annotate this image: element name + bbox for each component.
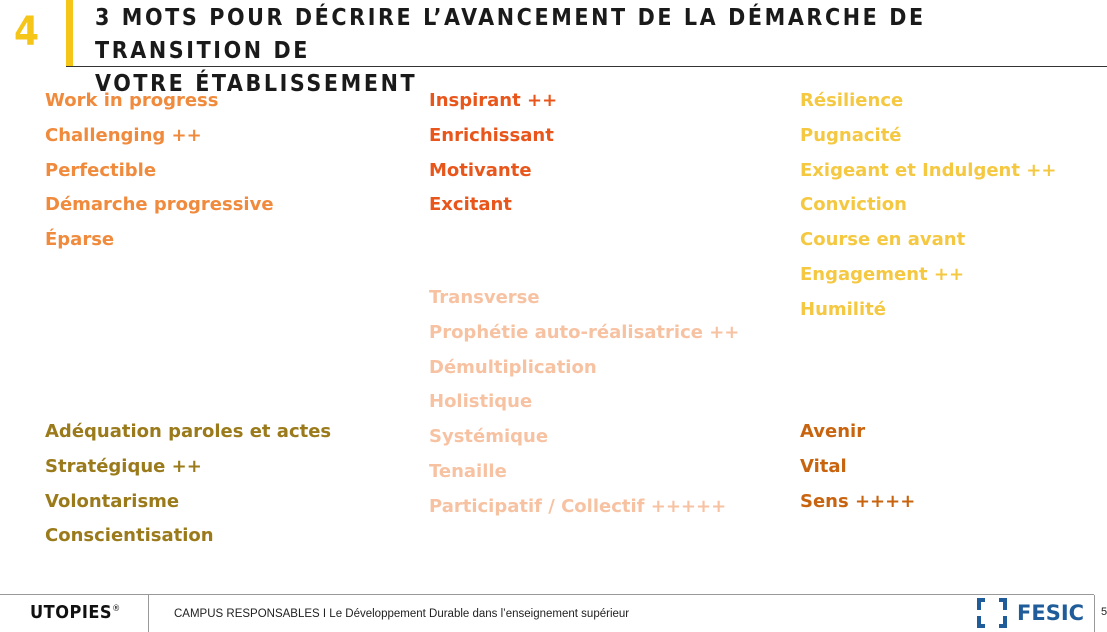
accent-bar (66, 0, 73, 66)
word-item: Transverse (429, 287, 540, 308)
footer-separator (1094, 595, 1095, 632)
word-item: Éparse (45, 229, 115, 251)
word-group-red (429, 84, 557, 223)
word-item: Tenaille (429, 460, 507, 482)
title-line-2: VOTRE ÉTABLISSEMENT (95, 71, 418, 97)
word-group-brown (800, 415, 915, 519)
word-item: Holistique (429, 391, 533, 413)
word-item: Engagement ++ (800, 263, 965, 285)
registered-mark: ® (112, 604, 121, 614)
brand-name: UTOPIES (30, 602, 113, 623)
word-item: Volontarisme (45, 490, 180, 512)
word-item: Avenir (800, 421, 866, 442)
word-item: Perfectible (45, 159, 157, 181)
word-item: Résilience (800, 90, 904, 111)
word-item: Vital (800, 455, 847, 477)
word-item: Excitant (429, 194, 512, 216)
footer-divider (0, 594, 1094, 595)
word-item: Participatif / Collectif +++++ (429, 495, 727, 517)
footer-separator (148, 595, 149, 632)
word-item: Inspirant ++ (429, 90, 558, 111)
word-item: Prophétie auto-réalisatrice ++ (429, 321, 740, 343)
slide-number: 4 (14, 9, 40, 55)
page-number: 5 (1101, 606, 1107, 618)
word-item: Conscientisation (45, 525, 214, 547)
word-item: Conviction (800, 194, 907, 216)
title-divider (66, 66, 1107, 67)
fesic-name: FESIC (1017, 601, 1085, 625)
fesic-logo (975, 597, 1084, 629)
word-group-orange (45, 84, 274, 258)
word-item: Exigeant et Indulgent ++ (800, 159, 1057, 181)
word-item: Motivante (429, 159, 532, 181)
word-item: Pugnacité (800, 124, 902, 146)
word-item: Stratégique ++ (45, 455, 202, 477)
word-item: Challenging ++ (45, 124, 202, 146)
word-group-olive (45, 415, 331, 554)
word-item: Work in progress (45, 90, 219, 111)
word-item: Adéquation paroles et actes (45, 421, 332, 442)
fesic-bracket-icon (975, 597, 1009, 629)
word-item: Enrichissant (429, 124, 554, 146)
word-item: Humilité (800, 298, 886, 320)
word-group-peach (429, 281, 739, 525)
footer-caption: CAMPUS RESPONSABLES I Le Développement Durable dans l’enseignement supérieur (174, 608, 630, 620)
word-item: Systémique (429, 426, 549, 448)
title-line-1: 3 MOTS POUR DÉCRIRE L’AVANCEMENT DE LA DÉMARCHE DE TRANSITION DE (95, 5, 926, 64)
word-group-yellow (800, 84, 1056, 328)
word-item: Sens ++++ (800, 490, 916, 512)
word-item: Course en avant (800, 229, 966, 251)
word-item: Démultiplication (429, 356, 597, 378)
word-item: Démarche progressive (45, 194, 274, 216)
utopies-logo (30, 602, 121, 623)
